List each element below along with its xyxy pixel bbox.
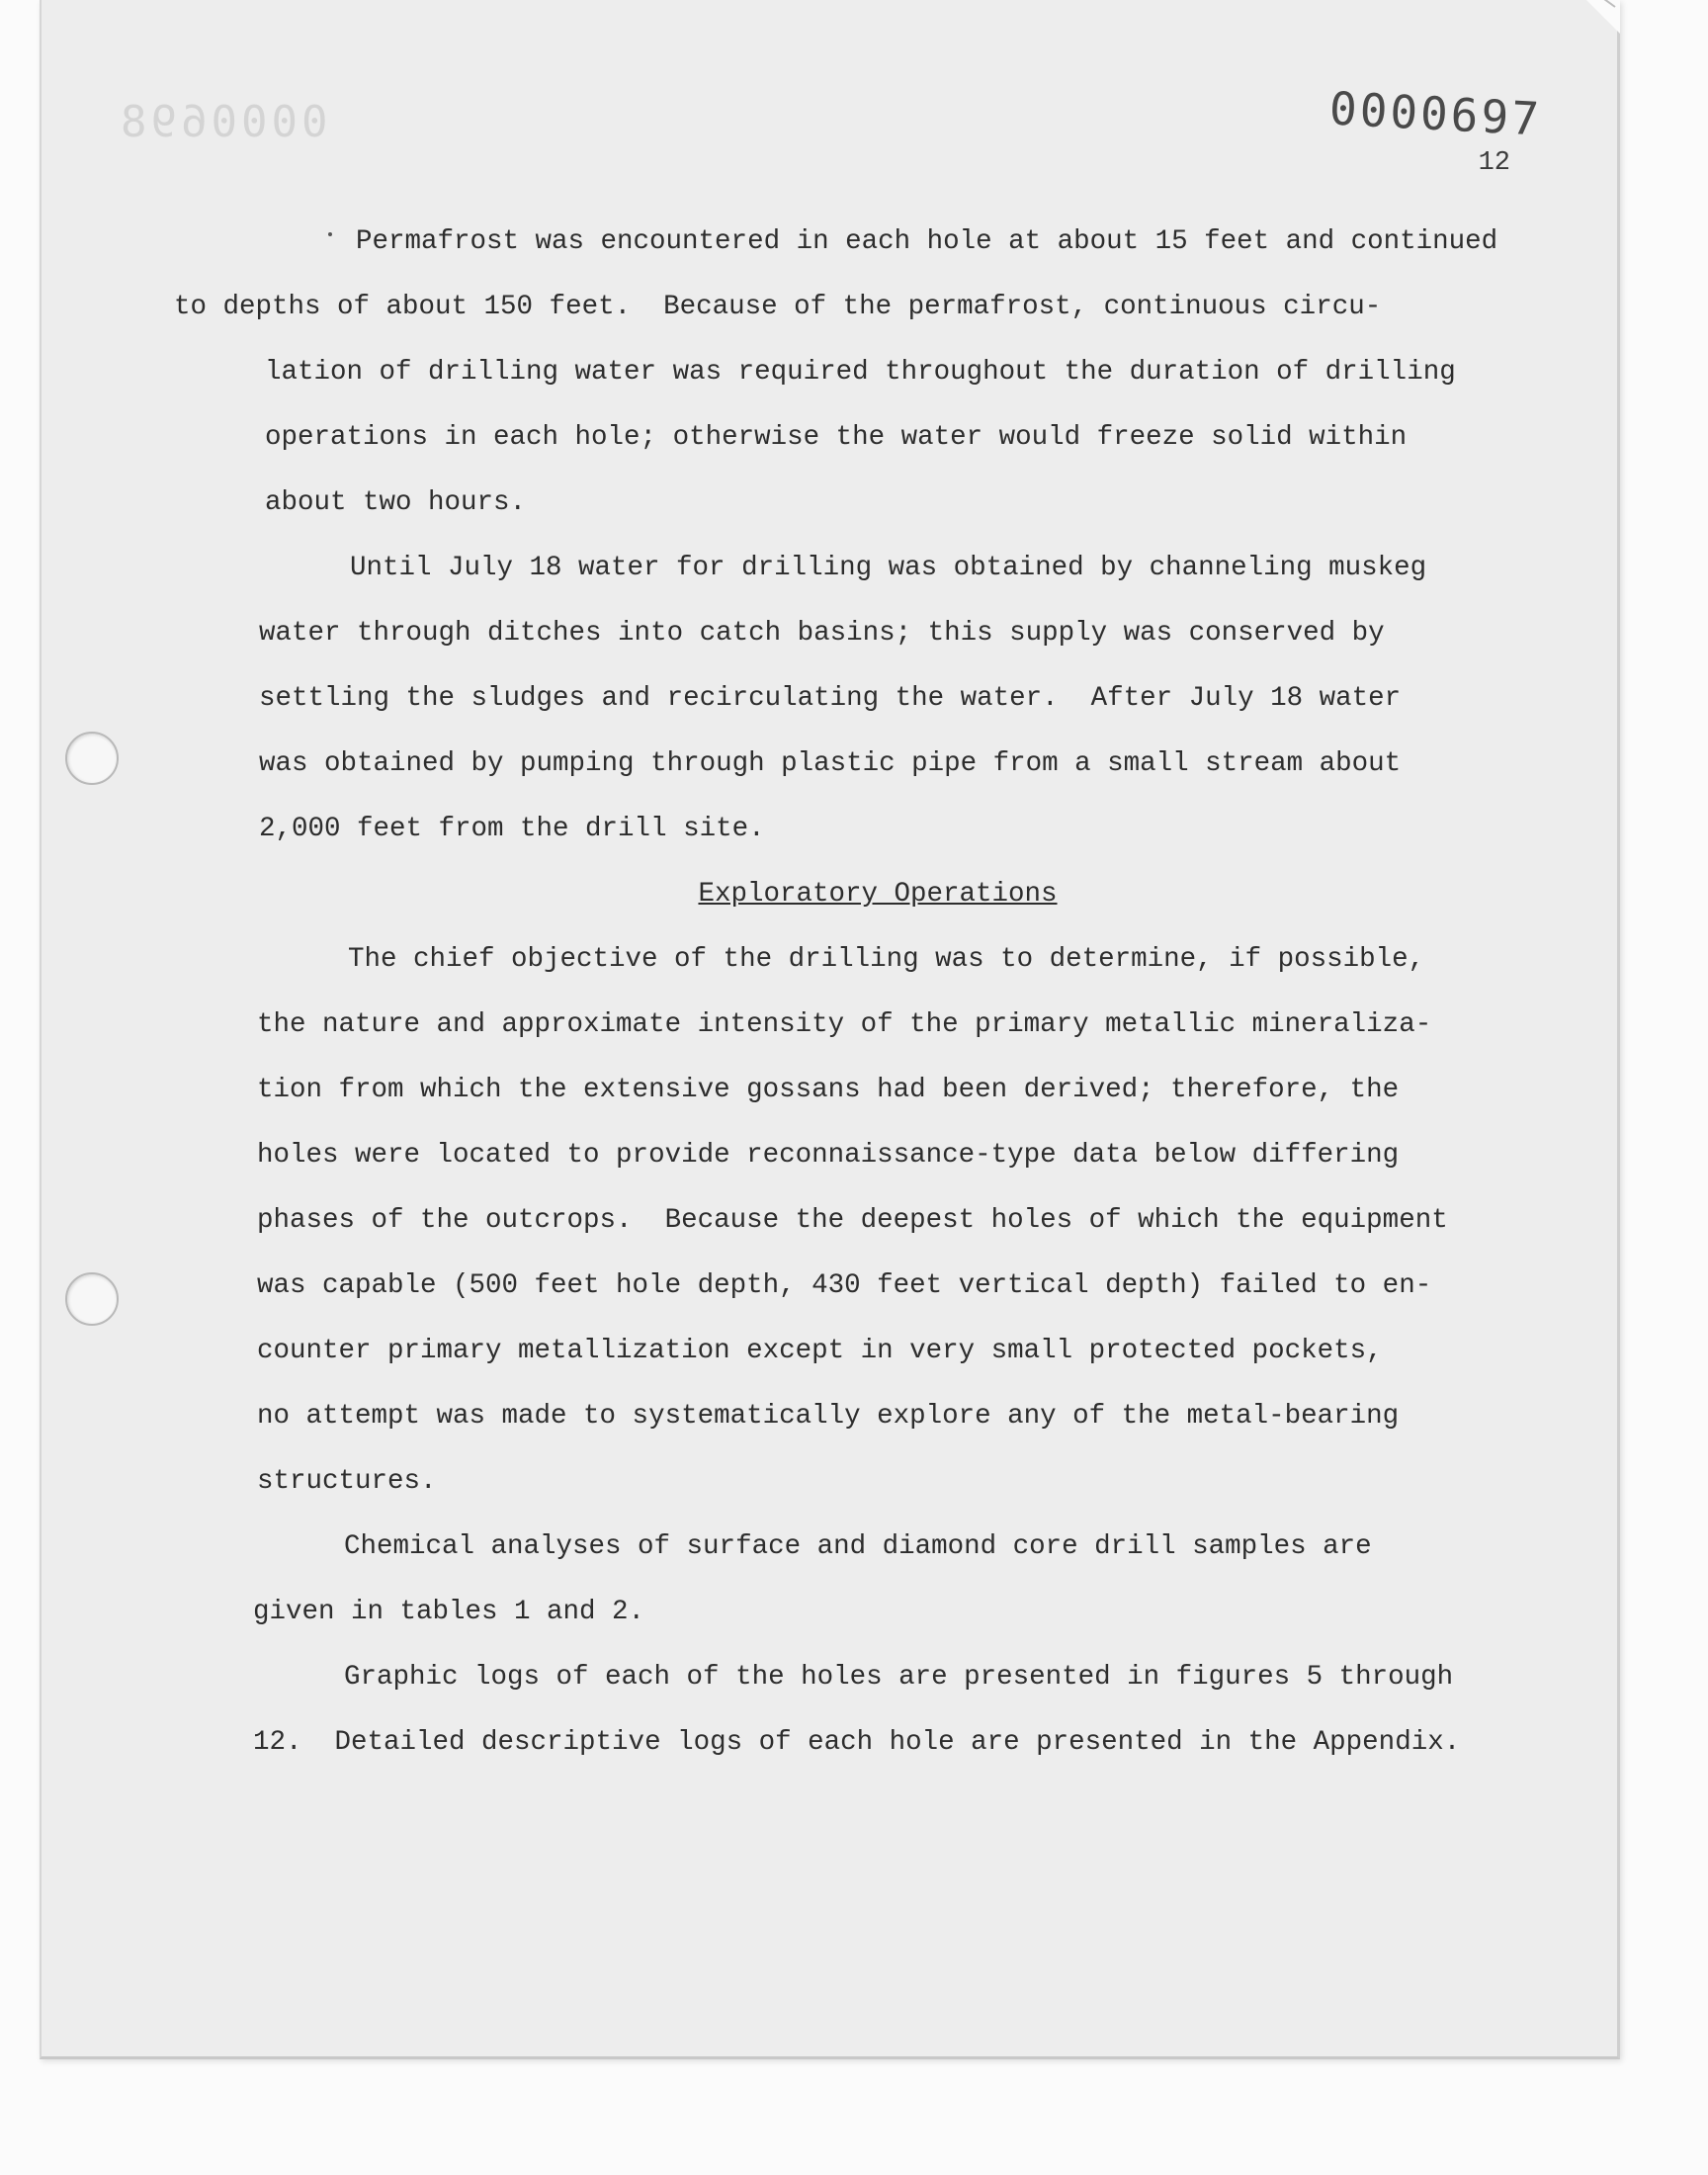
section-heading: Exploratory Operations — [698, 879, 1058, 910]
document-stamp-number: 0000697 — [1327, 81, 1544, 146]
text-line: 12. Detailed descriptive logs of each hole are presented in the Appendix. — [253, 1727, 1461, 1758]
paragraph-water-supply — [259, 536, 1520, 862]
page-number: 12 — [1478, 148, 1510, 178]
text-line: Graphic logs of each of the holes are presented in figures 5 through — [344, 1662, 1454, 1693]
text-line: 2,000 feet from the drill site. — [259, 814, 765, 844]
text-line: to depths of about 150 feet. Because of the permafrost, continuous circu- — [174, 292, 1382, 322]
text-line: was capable (500 feet hole depth, 430 feet vertical depth) failed to en- — [257, 1270, 1432, 1301]
text-line: The chief objective of the drilling was to determine, if possible, — [348, 944, 1425, 975]
text-line: phases of the outcrops. Because the deepest holes of which the equipment — [257, 1205, 1448, 1236]
paragraph-permafrost — [174, 210, 1520, 536]
paragraph-logs — [253, 1645, 1520, 1776]
text-line: tion from which the extensive gossans had been derived; therefore, the — [257, 1075, 1400, 1105]
text-line: Chemical analyses of surface and diamond core drill samples are — [344, 1531, 1372, 1562]
paragraph-analyses — [253, 1515, 1520, 1645]
text-line: counter primary metallization except in very small protected pockets, — [257, 1336, 1383, 1366]
punch-hole-upper — [65, 732, 119, 785]
text-line: given in tables 1 and 2. — [253, 1597, 645, 1627]
text-line: operations in each hole; otherwise the water would freeze solid within — [265, 422, 1408, 453]
text-line: lation of drilling water was required throughout the duration of drilling — [265, 357, 1456, 388]
paragraph-objective — [257, 927, 1520, 1515]
text-line: settling the sludges and recirculating the water. After July 18 water — [259, 683, 1402, 714]
punch-hole-lower — [65, 1272, 119, 1326]
text-line: about two hours. — [265, 487, 527, 518]
document-body — [174, 210, 1520, 1776]
text-line: holes were located to provide reconnaissance-type data below differing — [257, 1140, 1400, 1171]
text-line: no attempt was made to systematically explore any of the metal-bearing — [257, 1401, 1400, 1432]
text-line: Until July 18 water for drilling was obtained by channeling muskeg — [350, 553, 1427, 583]
text-line: was obtained by pumping through plastic pipe from a small stream about — [259, 748, 1402, 779]
text-line: Permafrost was encountered in each hole at about 15 feet and continued — [356, 226, 1498, 257]
bleed-through-stamp: 0000698 — [117, 97, 328, 147]
text-line: the nature and approximate intensity of the primary metallic mineraliza- — [257, 1009, 1432, 1040]
text-line: water through ditches into catch basins; this supply was conserved by — [259, 618, 1385, 649]
text-line: structures. — [257, 1466, 437, 1497]
